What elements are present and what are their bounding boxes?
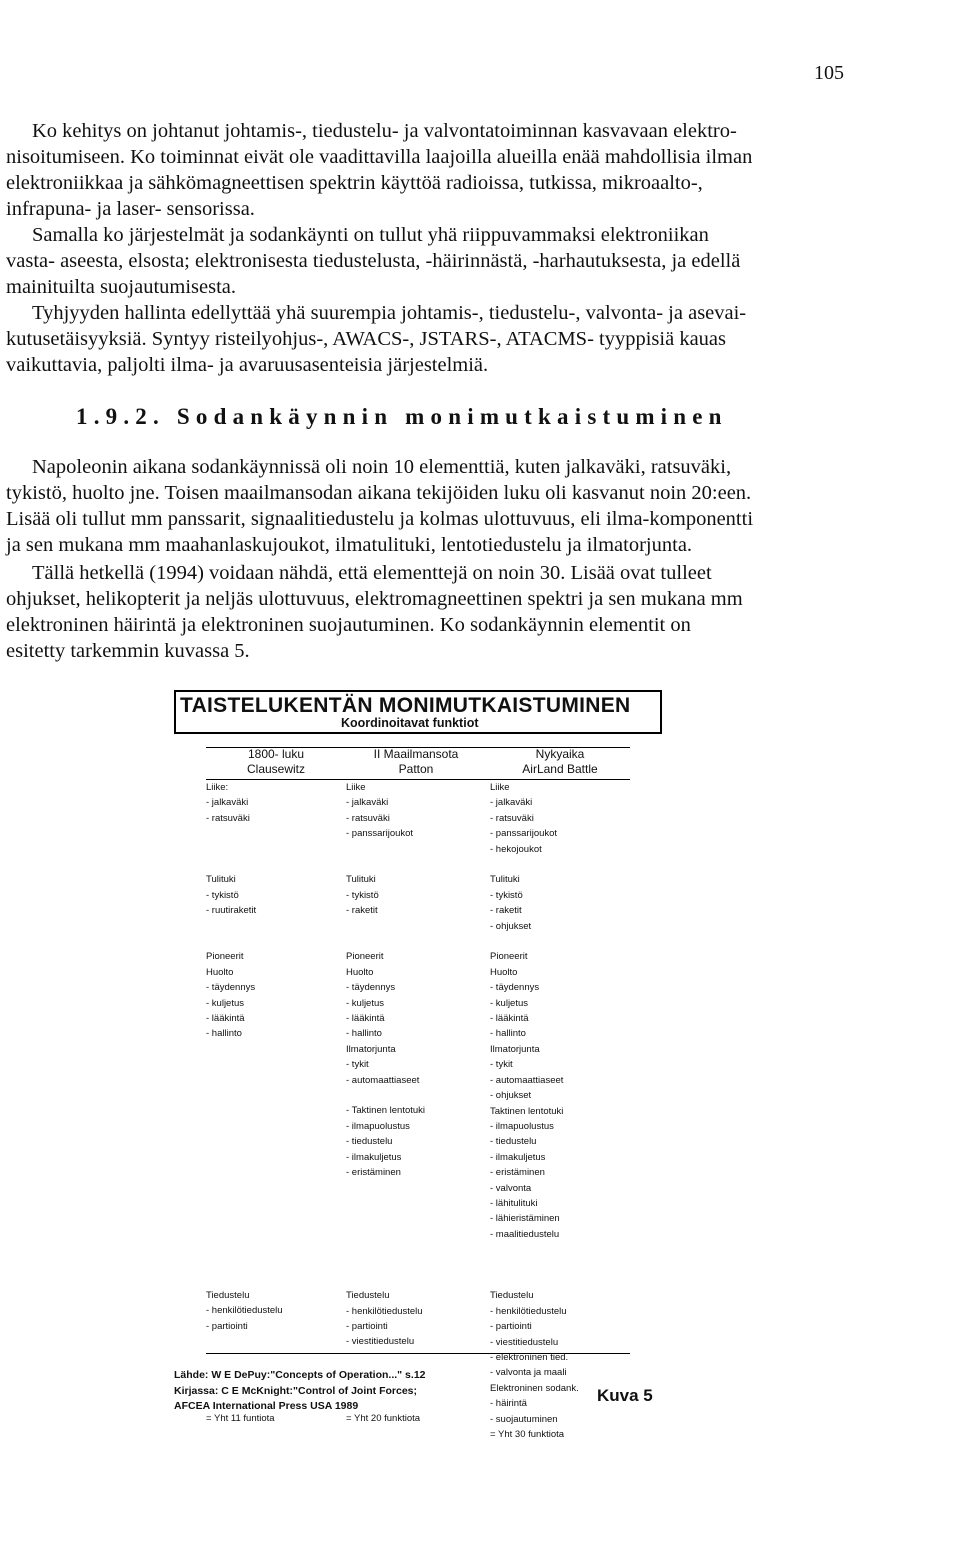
function-item: - tykistö: [206, 889, 239, 901]
spacer: [206, 1180, 346, 1195]
paragraph: [6, 222, 862, 300]
function-item: - ilmapuolustus: [490, 1120, 554, 1132]
column-modern: [490, 747, 630, 1442]
function-item: - kuljetus: [206, 997, 245, 1009]
paragraph: [6, 454, 862, 558]
text-line: Lisää oli tullut mm panssarit, signaalitiedustelu ja kolmas ulottuvuus, eli ilma-komponentti: [6, 508, 754, 530]
function-item: - eristäminen: [490, 1167, 545, 1179]
function-item: - täydennys: [206, 982, 256, 994]
function-item: - tykistö: [346, 889, 379, 901]
text-line: infrapuna- ja laser- sensorissa.: [6, 198, 255, 220]
spacer: [490, 857, 630, 872]
spacer: [490, 934, 630, 949]
function-item: - partiointi: [346, 1321, 388, 1333]
paragraph: [6, 300, 862, 378]
function-item: - lääkintä: [346, 1013, 385, 1025]
spacer: [206, 1073, 346, 1088]
spacer: [346, 1196, 486, 1211]
spacer: [206, 1057, 346, 1072]
text-line: kutusetäisyyksiä. Syntyy risteilyohjus-, AWACS-, JSTARS-, ATACMS- tyyppisiä kauas: [6, 328, 727, 350]
spacer: [206, 1257, 346, 1272]
spacer: [206, 1150, 346, 1165]
spacer: [206, 1242, 346, 1257]
figure-source: [174, 1368, 426, 1415]
text-line: vaikuttavia, paljolti ilma- ja avaruusasenteisia järjestelmiä.: [6, 354, 489, 376]
function-item: - partiointi: [206, 1320, 248, 1332]
function-item: Huolto: [346, 966, 374, 978]
spacer: [346, 1350, 486, 1365]
function-item: - ilmapuolustus: [346, 1120, 410, 1132]
function-item: = Yht 30 funktiota: [490, 1428, 565, 1440]
figure-caption: Kuva 5: [597, 1386, 653, 1405]
function-item: Huolto: [206, 966, 234, 978]
source-line: Lähde: W E DePuy:"Concepts of Operation..." s.12: [174, 1369, 426, 1381]
page-number: 105: [814, 62, 844, 84]
function-item: Tulituki: [346, 874, 376, 886]
function-item: - ratsuväki: [490, 812, 534, 824]
function-item: - raketit: [346, 905, 378, 917]
function-item: - jalkaväki: [206, 797, 249, 809]
function-item: - automaattiaseet: [490, 1074, 564, 1086]
function-item: - jalkaväki: [490, 797, 533, 809]
function-item: - eristäminen: [346, 1167, 401, 1179]
section-heading: 1.9.2. Sodankäynnin monimutkaistuminen: [76, 404, 728, 429]
spacer: [206, 1350, 346, 1365]
function-item: - partiointi: [490, 1321, 532, 1333]
function-item: - elektroninen tied.: [490, 1351, 569, 1363]
spacer: [206, 826, 346, 841]
function-item: - jalkaväki: [346, 797, 389, 809]
function-item: - lähieristäminen: [490, 1213, 560, 1225]
function-item: - tiedustelu: [490, 1136, 537, 1148]
text-line: nisoitumiseen. Ko toiminnat eivät ole vaadittavilla laajoilla alueilla enää mahdollisia ilman: [6, 146, 753, 168]
function-item: - lääkintä: [206, 1013, 245, 1025]
spacer: [206, 1103, 346, 1118]
function-item: Taktinen lentotuki: [490, 1105, 564, 1117]
function-item: - raketit: [490, 905, 522, 917]
function-item: - kuljetus: [346, 997, 385, 1009]
function-item: - häirintä: [490, 1398, 527, 1410]
spacer: [206, 1042, 346, 1057]
text-line: vasta- aseesta, elsosta; elektronisesta tiedustelusta, -häirinnästä, -harhautuksesta, ja edellä: [6, 250, 741, 272]
text-line: Samalla ko järjestelmät ja sodankäynti on tullut yhä riippuvammaksi elektroniikan: [32, 224, 709, 246]
column-1800s: [206, 747, 346, 1427]
function-item: - henkilötiedustelu: [206, 1305, 283, 1317]
function-item: Liike: [490, 782, 510, 793]
source-line: AFCEA International Press USA 1989: [174, 1400, 359, 1412]
function-item: - lääkintä: [490, 1013, 529, 1025]
function-item: - valvonta: [490, 1182, 532, 1194]
function-item: Elektroninen sodank.: [490, 1382, 579, 1394]
function-item: = Yht 20 funktiota: [346, 1413, 421, 1425]
spacer: [206, 1165, 346, 1180]
function-item: Pioneerit: [346, 951, 384, 963]
spacer: [206, 1227, 346, 1242]
text-line: esitetty tarkemmin kuvassa 5.: [6, 640, 250, 662]
column-header: Nykyaika: [535, 747, 585, 761]
spacer: [346, 1211, 486, 1226]
function-item: - ohjukset: [490, 920, 532, 932]
function-item: Ilmatorjunta: [490, 1043, 540, 1055]
spacer: [206, 1088, 346, 1103]
function-item: - valvonta ja maali: [490, 1367, 567, 1379]
source-line: Kirjassa: C E McKnight:"Control of Joint Forces;: [174, 1384, 417, 1397]
function-item: - ratsuväki: [346, 812, 390, 824]
spacer: [206, 1134, 346, 1149]
function-item: - tykit: [490, 1059, 513, 1071]
paragraph: [6, 560, 862, 664]
function-item: - tykit: [346, 1059, 369, 1071]
function-item: Liike: [346, 782, 366, 793]
text-line: Tällä hetkellä (1994) voidaan nähdä, että elementtejä on noin 30. Lisää ovat tulleet: [32, 562, 712, 584]
text-line: elektroniikkaa ja sähkömagneettisen spektrin käyttöä radioissa, tutkissa, mikroaalto-,: [6, 172, 703, 194]
paragraph: [6, 118, 862, 222]
function-item: Pioneerit: [206, 951, 244, 963]
spacer: [206, 919, 346, 934]
function-item: - ohjukset: [490, 1090, 532, 1102]
spacer: [490, 1242, 630, 1257]
function-item: - hallinto: [346, 1028, 382, 1040]
spacer: [346, 842, 486, 857]
function-item: - ilmakuljetus: [346, 1151, 402, 1163]
function-item: - täydennys: [346, 982, 396, 994]
column-ww2: [346, 747, 486, 1427]
function-item: - hekojoukot: [490, 843, 542, 855]
spacer: [206, 934, 346, 949]
function-item: - kuljetus: [490, 997, 529, 1009]
spacer: [206, 1334, 346, 1349]
column-header: Clausewitz: [246, 762, 306, 776]
spacer: [346, 1180, 486, 1195]
function-item: = Yht 11 funtiota: [206, 1413, 275, 1425]
text-line: Napoleonin aikana sodankäynnissä oli noin 10 elementtiä, kuten jalkaväki, ratsuväki,: [32, 456, 732, 478]
function-item: - tiedustelu: [346, 1136, 393, 1148]
spacer: [346, 934, 486, 949]
spacer: [206, 1273, 346, 1288]
function-item: - automaattiaseet: [346, 1074, 420, 1086]
spacer: [490, 1273, 630, 1288]
function-item: Tulituki: [206, 874, 236, 886]
column-header: II Maailmansota: [373, 747, 459, 761]
function-item: Tiedustelu: [206, 1290, 250, 1302]
function-item: - Taktinen lentotuki: [346, 1105, 426, 1117]
function-item: Huolto: [490, 966, 518, 978]
function-item: Tiedustelu: [490, 1290, 534, 1302]
function-item: - ilmakuljetus: [490, 1151, 546, 1163]
spacer: [206, 1119, 346, 1134]
text-line: Tyhjyyden hallinta edellyttää yhä suurempia johtamis-, tiedustelu-, valvonta- ja asevai-: [32, 302, 747, 324]
function-item: - panssarijoukot: [346, 828, 414, 840]
text-line: mainituilta suojautumisesta.: [6, 276, 237, 298]
text-line: ja sen mukana mm maahanlaskujoukot, ilmatulituki, lentotiedustelu ja ilmatorjunta.: [6, 534, 693, 556]
figure-subtitle: Koordinoitavat funktiot: [341, 716, 479, 730]
spacer: [206, 842, 346, 857]
function-item: - viestitiedustelu: [490, 1336, 559, 1348]
column-header: Patton: [398, 762, 434, 776]
spacer: [206, 1196, 346, 1211]
function-item: - henkilötiedustelu: [490, 1305, 567, 1317]
function-item: - henkilötiedustelu: [346, 1305, 423, 1317]
function-item: - ratsuväki: [206, 812, 250, 824]
text-line: elektroninen häirintä ja elektroninen suojautuminen. Ko sodankäynnin elementit on: [6, 614, 691, 636]
function-item: Ilmatorjunta: [346, 1043, 396, 1055]
spacer: [346, 919, 486, 934]
text-line: tykistö, huolto jne. Toisen maailmansodan aikana tekijöiden luku oli kasvanut noin 20:een.: [6, 482, 752, 504]
function-item: - tykistö: [490, 889, 523, 901]
spacer: [346, 1242, 486, 1257]
function-item: Liike:: [206, 782, 229, 793]
column-header: 1800- luku: [247, 747, 305, 761]
function-item: - hallinto: [206, 1028, 242, 1040]
function-item: - panssarijoukot: [490, 828, 558, 840]
function-item: - lähitulituki: [490, 1197, 538, 1209]
function-item: Tulituki: [490, 874, 520, 886]
function-item: - suojautuminen: [490, 1413, 558, 1425]
spacer: [490, 1258, 630, 1273]
function-item: - ruutiraketit: [206, 905, 257, 917]
function-item: - täydennys: [490, 982, 540, 994]
spacer: [346, 1227, 486, 1242]
figure-title: TAISTELUKENTÄN MONIMUTKAISTUMINEN: [180, 694, 631, 717]
function-item: Pioneerit: [490, 951, 528, 963]
spacer: [346, 1088, 486, 1103]
function-item: - maalitiedustelu: [490, 1228, 560, 1240]
column-header: AirLand Battle: [522, 762, 598, 776]
text-line: ohjukset, helikopterit ja neljäs ulottuvuus, elektromagneettinen spektri ja sen mukana mm: [6, 588, 743, 610]
figure-title-box: [174, 690, 662, 734]
spacer: [346, 857, 486, 872]
function-item: Tiedustelu: [346, 1290, 390, 1302]
function-item: - hallinto: [490, 1028, 526, 1040]
spacer: [206, 1211, 346, 1226]
spacer: [346, 1273, 486, 1288]
spacer: [346, 1257, 486, 1272]
text-line: Ko kehitys on johtanut johtamis-, tiedustelu- ja valvontatoiminnan kasvavaan elektro-: [32, 120, 737, 142]
function-item: - viestitiedustelu: [346, 1336, 415, 1348]
spacer: [206, 857, 346, 872]
